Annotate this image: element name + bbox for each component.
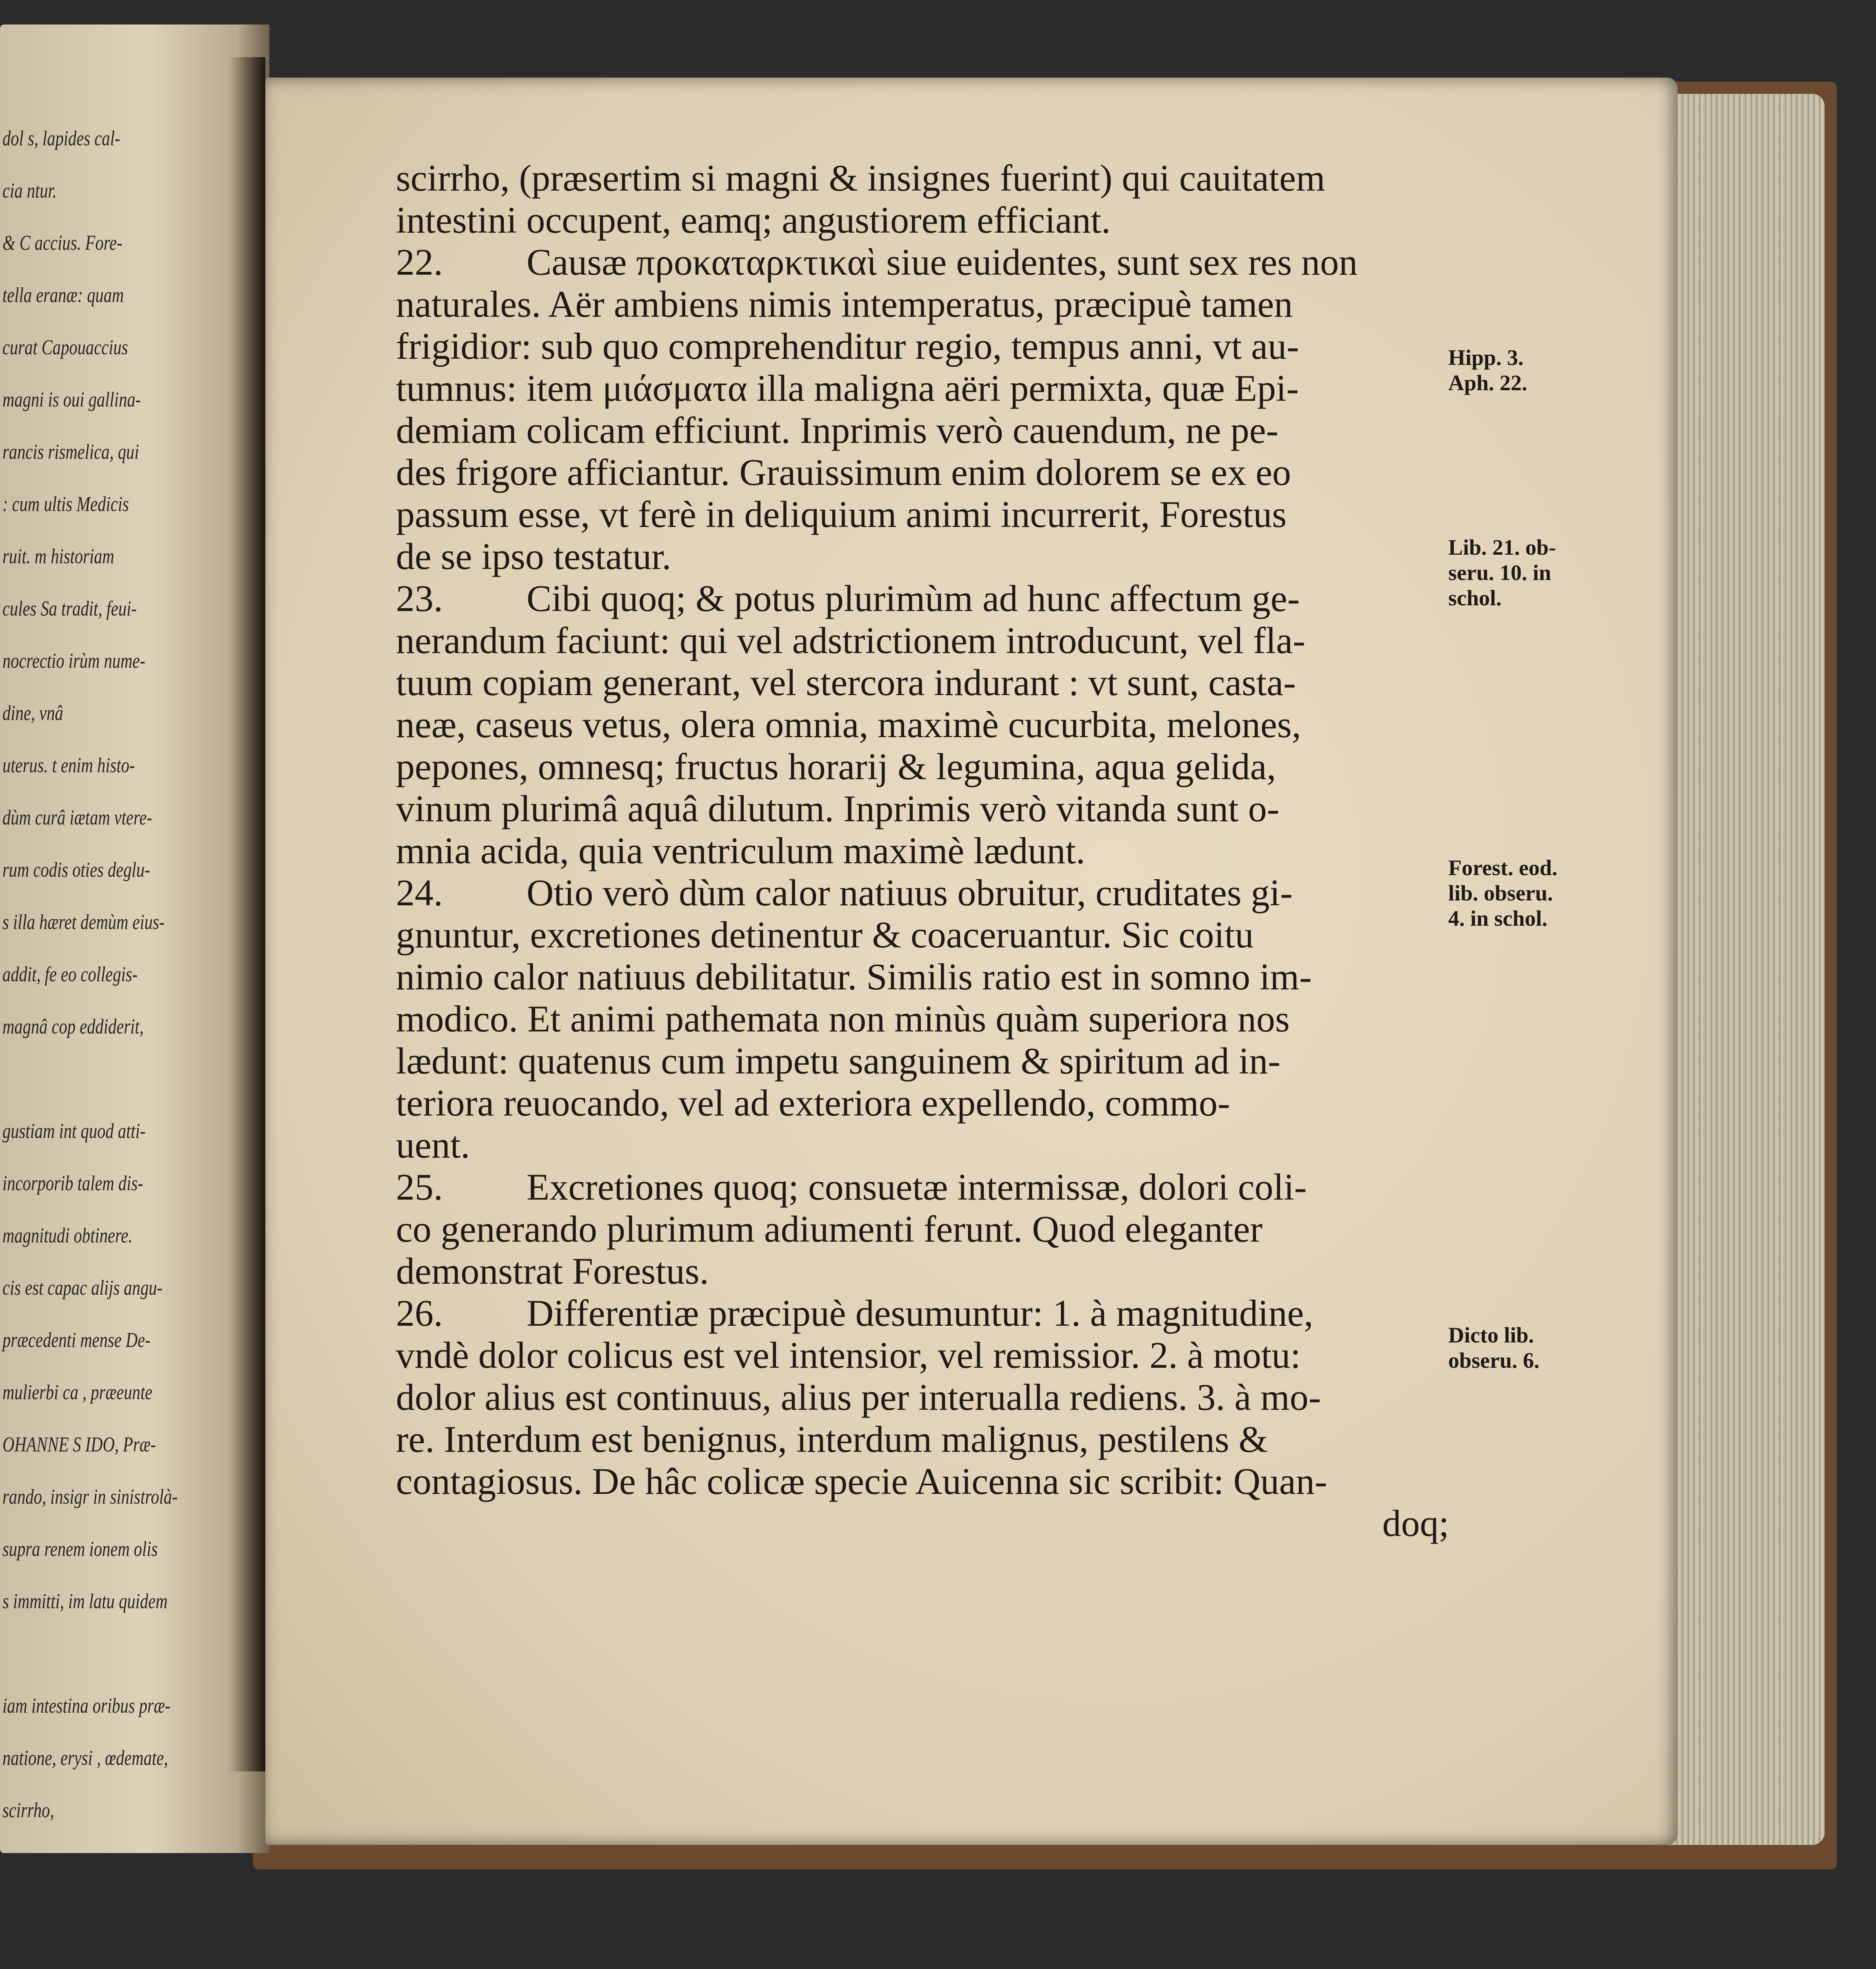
line-text: scirrho, (præsertim si magni & insignes fuerint) qui cauitatem [396,157,1325,199]
line-text: Differentiæ præcipuè desumuntur: 1. à magnitudine, [527,1292,1314,1334]
margin-note-line: obseru. 6. [1448,1348,1540,1373]
left-page-line: natione, erysi , œdemate, [2,1747,168,1770]
margin-note-line: Dicto lib. [1448,1323,1534,1347]
text-line [396,409,1457,451]
line-text: Cibi quoq; & potus plurimùm ad hunc affectum ge- [527,578,1300,619]
line-text: lædunt: quatenus cum impetu sanguinem & spiritum ad in- [396,1040,1280,1082]
line-text: mnia acida, quia ventriculum maximè lædunt. [396,830,1085,871]
left-page-line: mulierbi ca , præeunte [2,1381,153,1404]
line-text: Otio verò dùm calor natiuus obruitur, cruditates gi- [527,872,1293,913]
margin-note-line: Hipp. 3. [1448,345,1524,370]
left-page-line: dol s, lapides cal- [2,127,120,150]
catchword: doq; [1382,1502,1449,1544]
left-page-line: ruit. m historiam [2,545,114,568]
line-text: Excretiones quoq; consuetæ intermissæ, dolori coli- [527,1166,1307,1208]
left-page-line: magnitudi obtinere. [2,1224,133,1247]
line-text: nimio calor natiuus debilitatur. Similis ratio est in somno im- [396,956,1312,998]
text-line [396,1292,1457,1334]
left-page-line: dine, vnâ [2,702,63,725]
line-text: teriora reuocando, vel ad exteriora expellendo, commo- [396,1082,1230,1124]
line-text: neæ, caseus vetus, olera omnia, maximè cucurbita, melones, [396,704,1301,745]
text-line [396,451,1457,493]
left-page-line: & C accius. Fore- [2,231,122,255]
line-text: passum esse, vt ferè in deliquium animi incurrerit, Forestus [396,493,1287,535]
paragraph-number: 22. [396,241,443,283]
line-text: Causæ προκαταρκτικαὶ siue euidentes, sunt sex res non [527,241,1358,283]
line-text: des frigore afficiantur. Grauissimum enim dolorem se ex eo [396,451,1291,493]
left-page-line: rando, insigr in sinistrolà- [2,1485,178,1509]
text-line [396,746,1457,788]
margin-note-line: Lib. 21. ob- [1448,535,1556,560]
line-text: re. Interdum est benignus, interdum malignus, pestilens & [396,1418,1268,1460]
margin-note-hippocrates [1448,345,1620,396]
left-page-line: cules Sa tradit, feui- [2,597,137,620]
line-text: de se ipso testatur. [396,536,671,577]
text-line [396,1460,1457,1502]
left-page-line: incorporib talem dis- [2,1172,143,1195]
text-line [396,788,1457,830]
left-page-line: magni is oui gallina- [2,388,141,411]
text-line [396,241,1457,283]
line-text: tumnus: item μιάσματα illa maligna aëri permixta, quæ Epi- [396,367,1299,409]
line-text: demiam colicam efficiunt. Inprimis verò cauendum, ne pe- [396,409,1279,451]
left-page-line: cia ntur. [2,179,57,202]
text-line [396,493,1457,536]
left-page-line: gustiam int quod atti- [2,1120,146,1143]
text-line [396,872,1457,914]
line-text: demonstrat Forestus. [396,1250,709,1292]
text-line [396,199,1457,241]
left-page-line: nocrectio irùm nume- [2,649,145,673]
left-page-line: uterus. t enim histo- [2,754,135,777]
left-page-line: s illa hæret demùm eius- [2,911,165,934]
line-text: uent. [396,1124,470,1166]
text-line [396,1250,1457,1292]
paragraph-number: 25. [396,1166,443,1208]
book-gutter [229,57,265,1771]
left-page-line: OHANNE S IDO, Præ- [2,1433,156,1456]
margin-note-line: schol. [1448,586,1502,610]
margin-note-dicto-lib [1448,1322,1620,1373]
text-line [396,998,1457,1040]
left-page-line: : cum ultis Medicis [2,493,129,516]
margin-note-line: Aph. 22. [1448,371,1527,395]
left-page-line: scirrho, [2,1799,54,1822]
line-text: dolor alius est continuus, alius per interualla rediens. 3. à mo- [396,1376,1321,1418]
text-line [396,1334,1457,1376]
left-page-line: s immitti, im latu quidem [2,1590,168,1613]
line-text: tuum copiam generant, vel stercora indurant : vt sunt, casta- [396,662,1296,703]
text-line [396,1082,1457,1124]
main-text-block [396,157,1457,1545]
line-text: frigidior: sub quo comprehenditur regio, tempus anni, vt au- [396,325,1299,367]
line-text: intestini occupent, eamq; angustiorem efficiant. [396,199,1111,241]
left-page-line: curat Capouaccius [2,336,128,359]
line-text: vinum plurimâ aquâ dilutum. Inprimis verò vitanda sunt o- [396,788,1280,829]
text-line [396,1124,1457,1166]
line-text: co generando plurimum adiumenti ferunt. Quod eleganter [396,1208,1263,1250]
line-text: vndè dolor colicus est vel intensior, vel remissior. 2. à motu: [396,1334,1301,1376]
line-text: nerandum faciunt: qui vel adstrictionem introducunt, vel fla- [396,620,1305,661]
left-page-line: rancis rismelica, qui [2,440,139,464]
text-line [396,1208,1457,1250]
left-page-line: supra renem ionem olis [2,1538,158,1561]
margin-note-line: 4. in schol. [1448,906,1548,931]
text-line [396,620,1457,662]
paragraph-number: 23. [396,578,443,619]
text-line [396,367,1457,409]
left-page-line: præcedenti mense De- [2,1329,151,1352]
margin-note-line: seru. 10. in [1448,560,1551,585]
text-line [396,662,1457,704]
text-line [396,1040,1457,1082]
paragraph-number: 24. [396,872,443,913]
text-line [396,325,1457,367]
line-text: contagiosus. De hâc colicæ specie Auicenna sic scribit: Quan- [396,1460,1327,1502]
left-page-line: iam intestina oribus præ- [2,1694,171,1718]
text-line [396,1166,1457,1208]
left-page-line: cis est capac alijs angu- [2,1276,163,1300]
text-line [396,157,1457,199]
line-text: modico. Et animi pathemata non minùs quàm superiora nos [396,998,1290,1040]
left-page-line: addit, fe eo collegis- [2,963,138,986]
text-line [396,283,1457,325]
text-line [396,536,1457,578]
line-text: pepones, omnesq; fructus horarij & legumina, aqua gelida, [396,746,1276,787]
text-line [396,956,1457,998]
left-page-line: magnâ cop eddiderit, [2,1015,144,1038]
text-line [396,1418,1457,1460]
line-text: naturales. Aër ambiens nimis intemperatus, præcipuè tamen [396,283,1293,325]
text-line [396,830,1457,872]
left-page-line: rum codis oties deglu- [2,858,150,882]
line-text: gnuntur, excretiones detinentur & coaceruantur. Sic coitu [396,914,1254,956]
margin-note-forestus-eod [1448,855,1620,931]
paragraph-number: 26. [396,1292,443,1334]
margin-note-forestus-21 [1448,535,1620,611]
margin-note-line: Forest. eod. [1448,856,1558,880]
text-line [396,914,1457,956]
left-page-line: dùm curâ iætam vtere- [2,806,152,829]
text-line [396,704,1457,746]
margin-note-line: lib. obseru. [1448,881,1553,905]
left-page-line: tella eranæ: quam [2,284,124,307]
text-line [396,1376,1457,1418]
text-line [396,578,1457,620]
